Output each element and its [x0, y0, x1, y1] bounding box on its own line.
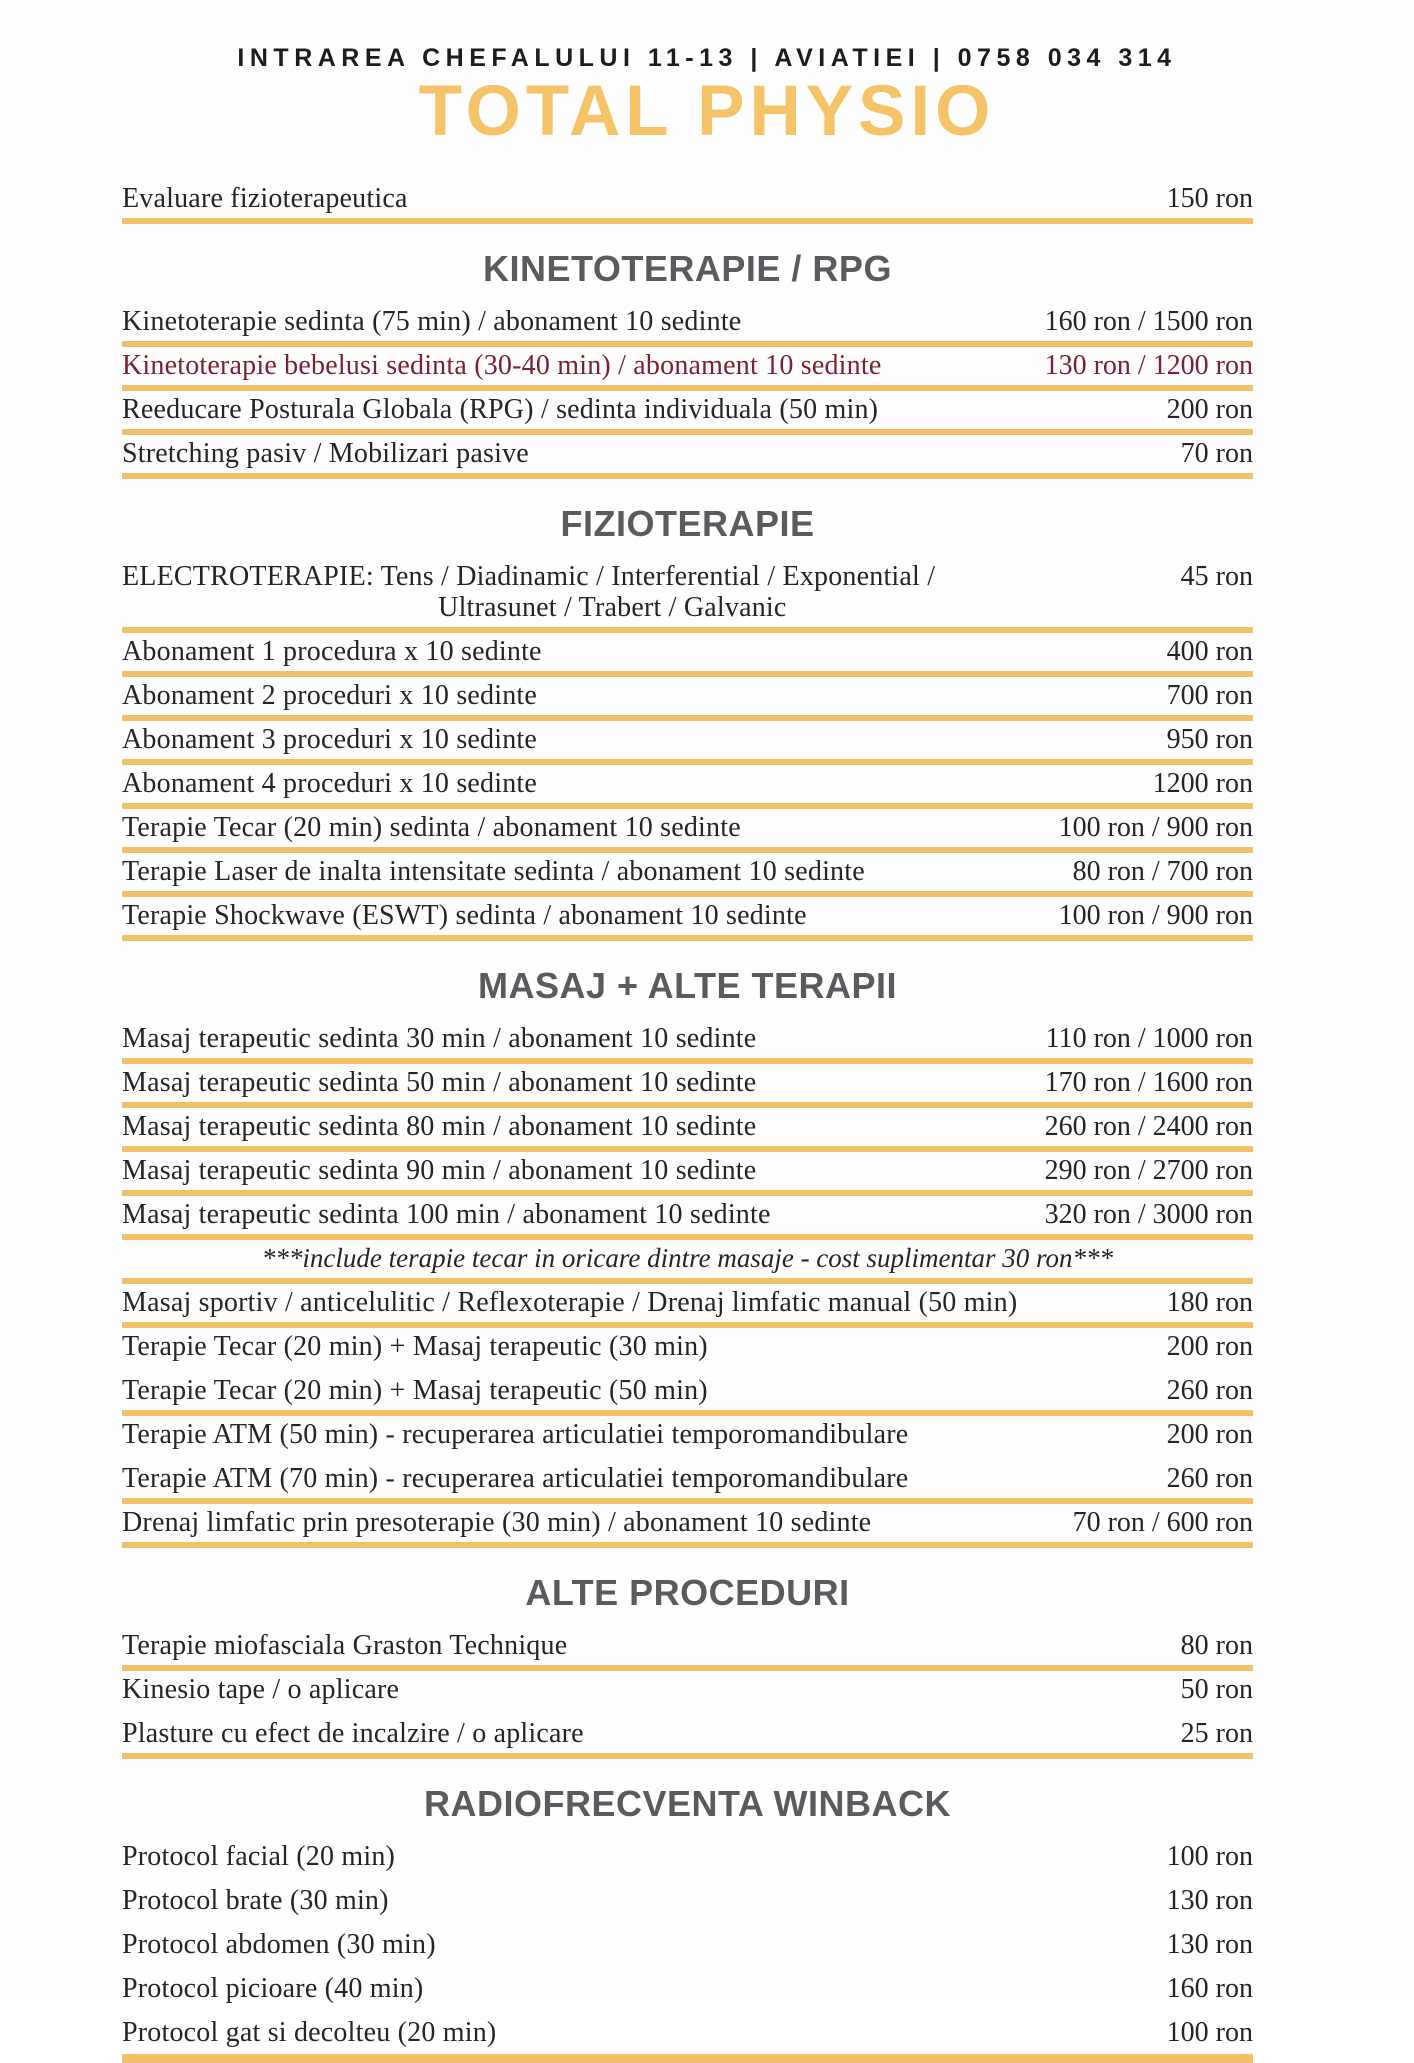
service-price: 700 ron: [1166, 679, 1253, 711]
service-price: 130 ron: [1166, 1928, 1253, 1960]
service-label: [122, 1630, 1163, 1661]
service-label: [122, 394, 1149, 425]
service-label-line1: ELECTROTERAPIE: Tens / Diadinamic / Interferential / Exponential /: [122, 560, 936, 592]
service-price: 160 ron: [1166, 1972, 1253, 2004]
service-label-line1: Masaj terapeutic sedinta 90 min / abonament 10 sedinte: [122, 1154, 757, 1186]
service-label: [122, 724, 1149, 755]
service-price: 100 ron / 900 ron: [1058, 811, 1253, 843]
service-label: [122, 350, 1027, 381]
service-label-line1: Terapie Tecar (20 min) + Masaj terapeutic (50 min): [122, 1374, 708, 1406]
price-row: [122, 180, 1253, 214]
service-price: 950 ron: [1166, 723, 1253, 755]
service-price: 260 ron: [1166, 1462, 1253, 1494]
price-row: [122, 897, 1253, 931]
service-label-line1: Terapie Shockwave (ESWT) sedinta / abonament 10 sedinte: [122, 899, 807, 931]
service-price: 160 ron / 1500 ron: [1044, 305, 1253, 337]
service-price: 80 ron: [1180, 1629, 1253, 1661]
service-label: [122, 1973, 1149, 2004]
price-row: [122, 391, 1253, 425]
row-divider: [122, 1542, 1253, 1548]
price-row: [122, 1926, 1253, 1960]
service-price: 150 ron: [1166, 182, 1253, 214]
service-label-line1: Masaj terapeutic sedinta 100 min / abonament 10 sedinte: [122, 1198, 771, 1230]
service-label: [122, 1718, 1163, 1749]
service-label: [122, 1155, 1027, 1186]
service-label-line1: Kinetoterapie sedinta (75 min) / abonament 10 sedinte: [122, 305, 742, 337]
price-row: [122, 1671, 1253, 1705]
service-label-line1: Reeducare Posturala Globala (RPG) / sedinta individuala (50 min): [122, 393, 879, 425]
service-label: [122, 636, 1149, 667]
service-label: [122, 900, 1041, 931]
price-row: [122, 1108, 1253, 1142]
price-row: [122, 633, 1253, 667]
service-label: [122, 1375, 1149, 1406]
service-price: 400 ron: [1166, 635, 1253, 667]
service-label: [122, 1023, 1028, 1054]
service-label-line1: Abonament 2 proceduri x 10 sedinte: [122, 679, 538, 711]
service-price: 25 ron: [1180, 1717, 1253, 1749]
service-label-line1: Terapie Tecar (20 min) + Masaj terapeutic (30 min): [122, 1330, 708, 1362]
service-label: [122, 1331, 1149, 1362]
price-row: [122, 1460, 1253, 1494]
price-row: [122, 435, 1253, 469]
service-label: [122, 1287, 1149, 1318]
service-label: [122, 1885, 1149, 1916]
service-label: [122, 183, 1149, 214]
service-price: 1200 ron: [1152, 767, 1253, 799]
service-label: [122, 1507, 1055, 1538]
service-label: [122, 306, 1027, 337]
clinic-title: TOTAL PHYSIO: [418, 72, 996, 151]
section-title: FIZIOTERAPIE: [560, 502, 815, 544]
service-label-line1: Terapie ATM (50 min) - recuperarea articulatiei temporomandibulare: [122, 1418, 909, 1450]
service-price: 290 ron / 2700 ron: [1044, 1154, 1253, 1186]
service-label-line1: Protocol facial (20 min): [122, 1840, 396, 1872]
service-label-line1: Masaj terapeutic sedinta 30 min / abonament 10 sedinte: [122, 1022, 757, 1054]
service-label: [122, 1841, 1149, 1872]
price-row: [122, 1416, 1253, 1450]
service-label-line1: Masaj terapeutic sedinta 80 min / abonament 10 sedinte: [122, 1110, 757, 1142]
price-row: [122, 347, 1253, 381]
row-divider: [122, 2054, 1253, 2063]
price-row: [122, 1064, 1253, 1098]
service-price: 260 ron / 2400 ron: [1044, 1110, 1253, 1142]
service-price: 100 ron: [1166, 2016, 1253, 2048]
service-price: 100 ron / 900 ron: [1058, 899, 1253, 931]
price-row: [122, 1838, 1253, 1872]
service-price: 70 ron / 600 ron: [1072, 1506, 1253, 1538]
price-row: [122, 1970, 1253, 2004]
price-row: [122, 303, 1253, 337]
section-title: MASAJ + ALTE TERAPII: [477, 964, 898, 1006]
service-label-line1: Abonament 4 proceduri x 10 sedinte: [122, 767, 538, 799]
address-line: INTRAREA CHEFALULUI 11-13 | AVIATIEI | 0758 034 314: [237, 44, 1177, 72]
service-price: 200 ron: [1166, 393, 1253, 425]
row-divider: [122, 935, 1253, 941]
service-label: [122, 1929, 1149, 1960]
service-label-line1: Protocol brate (30 min): [122, 1884, 389, 1916]
service-label-line2: Ultrasunet / Trabert / Galvanic: [438, 591, 787, 623]
service-label: [122, 2017, 1149, 2048]
service-label: [122, 561, 1163, 623]
service-label: [122, 680, 1149, 711]
service-label-line1: Protocol abdomen (30 min): [122, 1928, 436, 1960]
service-label-line1: Evaluare fizioterapeutica: [122, 182, 408, 214]
service-price: 320 ron / 3000 ron: [1044, 1198, 1253, 1230]
row-divider: [122, 218, 1253, 224]
price-row: [122, 1152, 1253, 1186]
service-label-line1: Abonament 3 proceduri x 10 sedinte: [122, 723, 538, 755]
service-label: [122, 438, 1163, 469]
service-label: [122, 1067, 1027, 1098]
service-price: 70 ron: [1180, 437, 1253, 469]
service-price: 170 ron / 1600 ron: [1044, 1066, 1253, 1098]
price-row: [122, 1372, 1253, 1406]
service-price: 260 ron: [1166, 1374, 1253, 1406]
service-label-line1: Abonament 1 procedura x 10 sedinte: [122, 635, 542, 667]
price-row: [122, 765, 1253, 799]
price-row: [122, 677, 1253, 711]
service-label: [122, 1419, 1149, 1450]
section-title: ALTE PROCEDURI: [525, 1571, 850, 1613]
service-price: 45 ron: [1180, 560, 1253, 592]
service-price: 200 ron: [1166, 1330, 1253, 1362]
price-row: [122, 1020, 1253, 1054]
service-label: [122, 812, 1041, 843]
service-label-line1: Protocol picioare (40 min): [122, 1972, 424, 2004]
price-row: [122, 1284, 1253, 1318]
service-label-line1: Drenaj limfatic prin presoterapie (30 min) / abonament 10 sedinte: [122, 1506, 872, 1538]
price-row: [122, 558, 1253, 623]
service-label: [122, 1111, 1027, 1142]
row-divider: [122, 473, 1253, 479]
price-row: [122, 1328, 1253, 1362]
service-price: 80 ron / 700 ron: [1072, 855, 1253, 887]
service-price: 50 ron: [1180, 1673, 1253, 1705]
row-divider: [122, 1753, 1253, 1759]
price-row: [122, 809, 1253, 843]
service-label: [122, 856, 1055, 887]
price-row: [122, 1715, 1253, 1749]
price-row: [122, 1196, 1253, 1230]
section-title: RADIOFRECVENTA WINBACK: [424, 1782, 951, 1824]
price-row: [122, 1882, 1253, 1916]
service-price: 110 ron / 1000 ron: [1045, 1022, 1253, 1054]
service-label: [122, 1674, 1163, 1705]
service-label: [122, 1463, 1149, 1494]
service-label-line1: Masaj terapeutic sedinta 50 min / abonament 10 sedinte: [122, 1066, 757, 1098]
service-label-line1: Kinetoterapie bebelusi sedinta (30-40 min) / abonament 10 sedinte: [122, 349, 882, 381]
service-price: 100 ron: [1166, 1840, 1253, 1872]
service-label-line1: Terapie ATM (70 min) - recuperarea articulatiei temporomandibulare: [122, 1462, 909, 1494]
price-row: [122, 853, 1253, 887]
service-price: 130 ron / 1200 ron: [1044, 349, 1253, 381]
service-label: [122, 768, 1135, 799]
service-label: [122, 1199, 1027, 1230]
service-label-line1: Terapie Laser de inalta intensitate sedinta / abonament 10 sedinte: [122, 855, 865, 887]
service-label-line1: Terapie miofasciala Graston Technique: [122, 1629, 568, 1661]
service-label-line1: Kinesio tape / o aplicare: [122, 1673, 400, 1705]
price-row: [122, 1627, 1253, 1661]
service-label-line1: Plasture cu efect de incalzire / o aplicare: [122, 1717, 584, 1749]
service-price: 180 ron: [1166, 1286, 1253, 1318]
price-row: [122, 721, 1253, 755]
service-label-line1: Masaj sportiv / anticelulitic / Reflexoterapie / Drenaj limfatic manual (50 min): [122, 1286, 1018, 1318]
section-title: KINETOTERAPIE / RPG: [483, 247, 892, 289]
note-row: ***include terapie tecar in oricare dintre masaje - cost suplimentar 30 ron***: [261, 1242, 1114, 1273]
service-price: 130 ron: [1166, 1884, 1253, 1916]
service-price: 200 ron: [1166, 1418, 1253, 1450]
service-label-line1: Terapie Tecar (20 min) sedinta / abonament 10 sedinte: [122, 811, 741, 843]
price-row: [122, 2014, 1253, 2048]
price-row: [122, 1504, 1253, 1538]
service-label-line1: Stretching pasiv / Mobilizari pasive: [122, 437, 529, 469]
price-list-content: [122, 180, 1253, 2063]
service-label-line1: Protocol gat si decolteu (20 min): [122, 2016, 497, 2048]
